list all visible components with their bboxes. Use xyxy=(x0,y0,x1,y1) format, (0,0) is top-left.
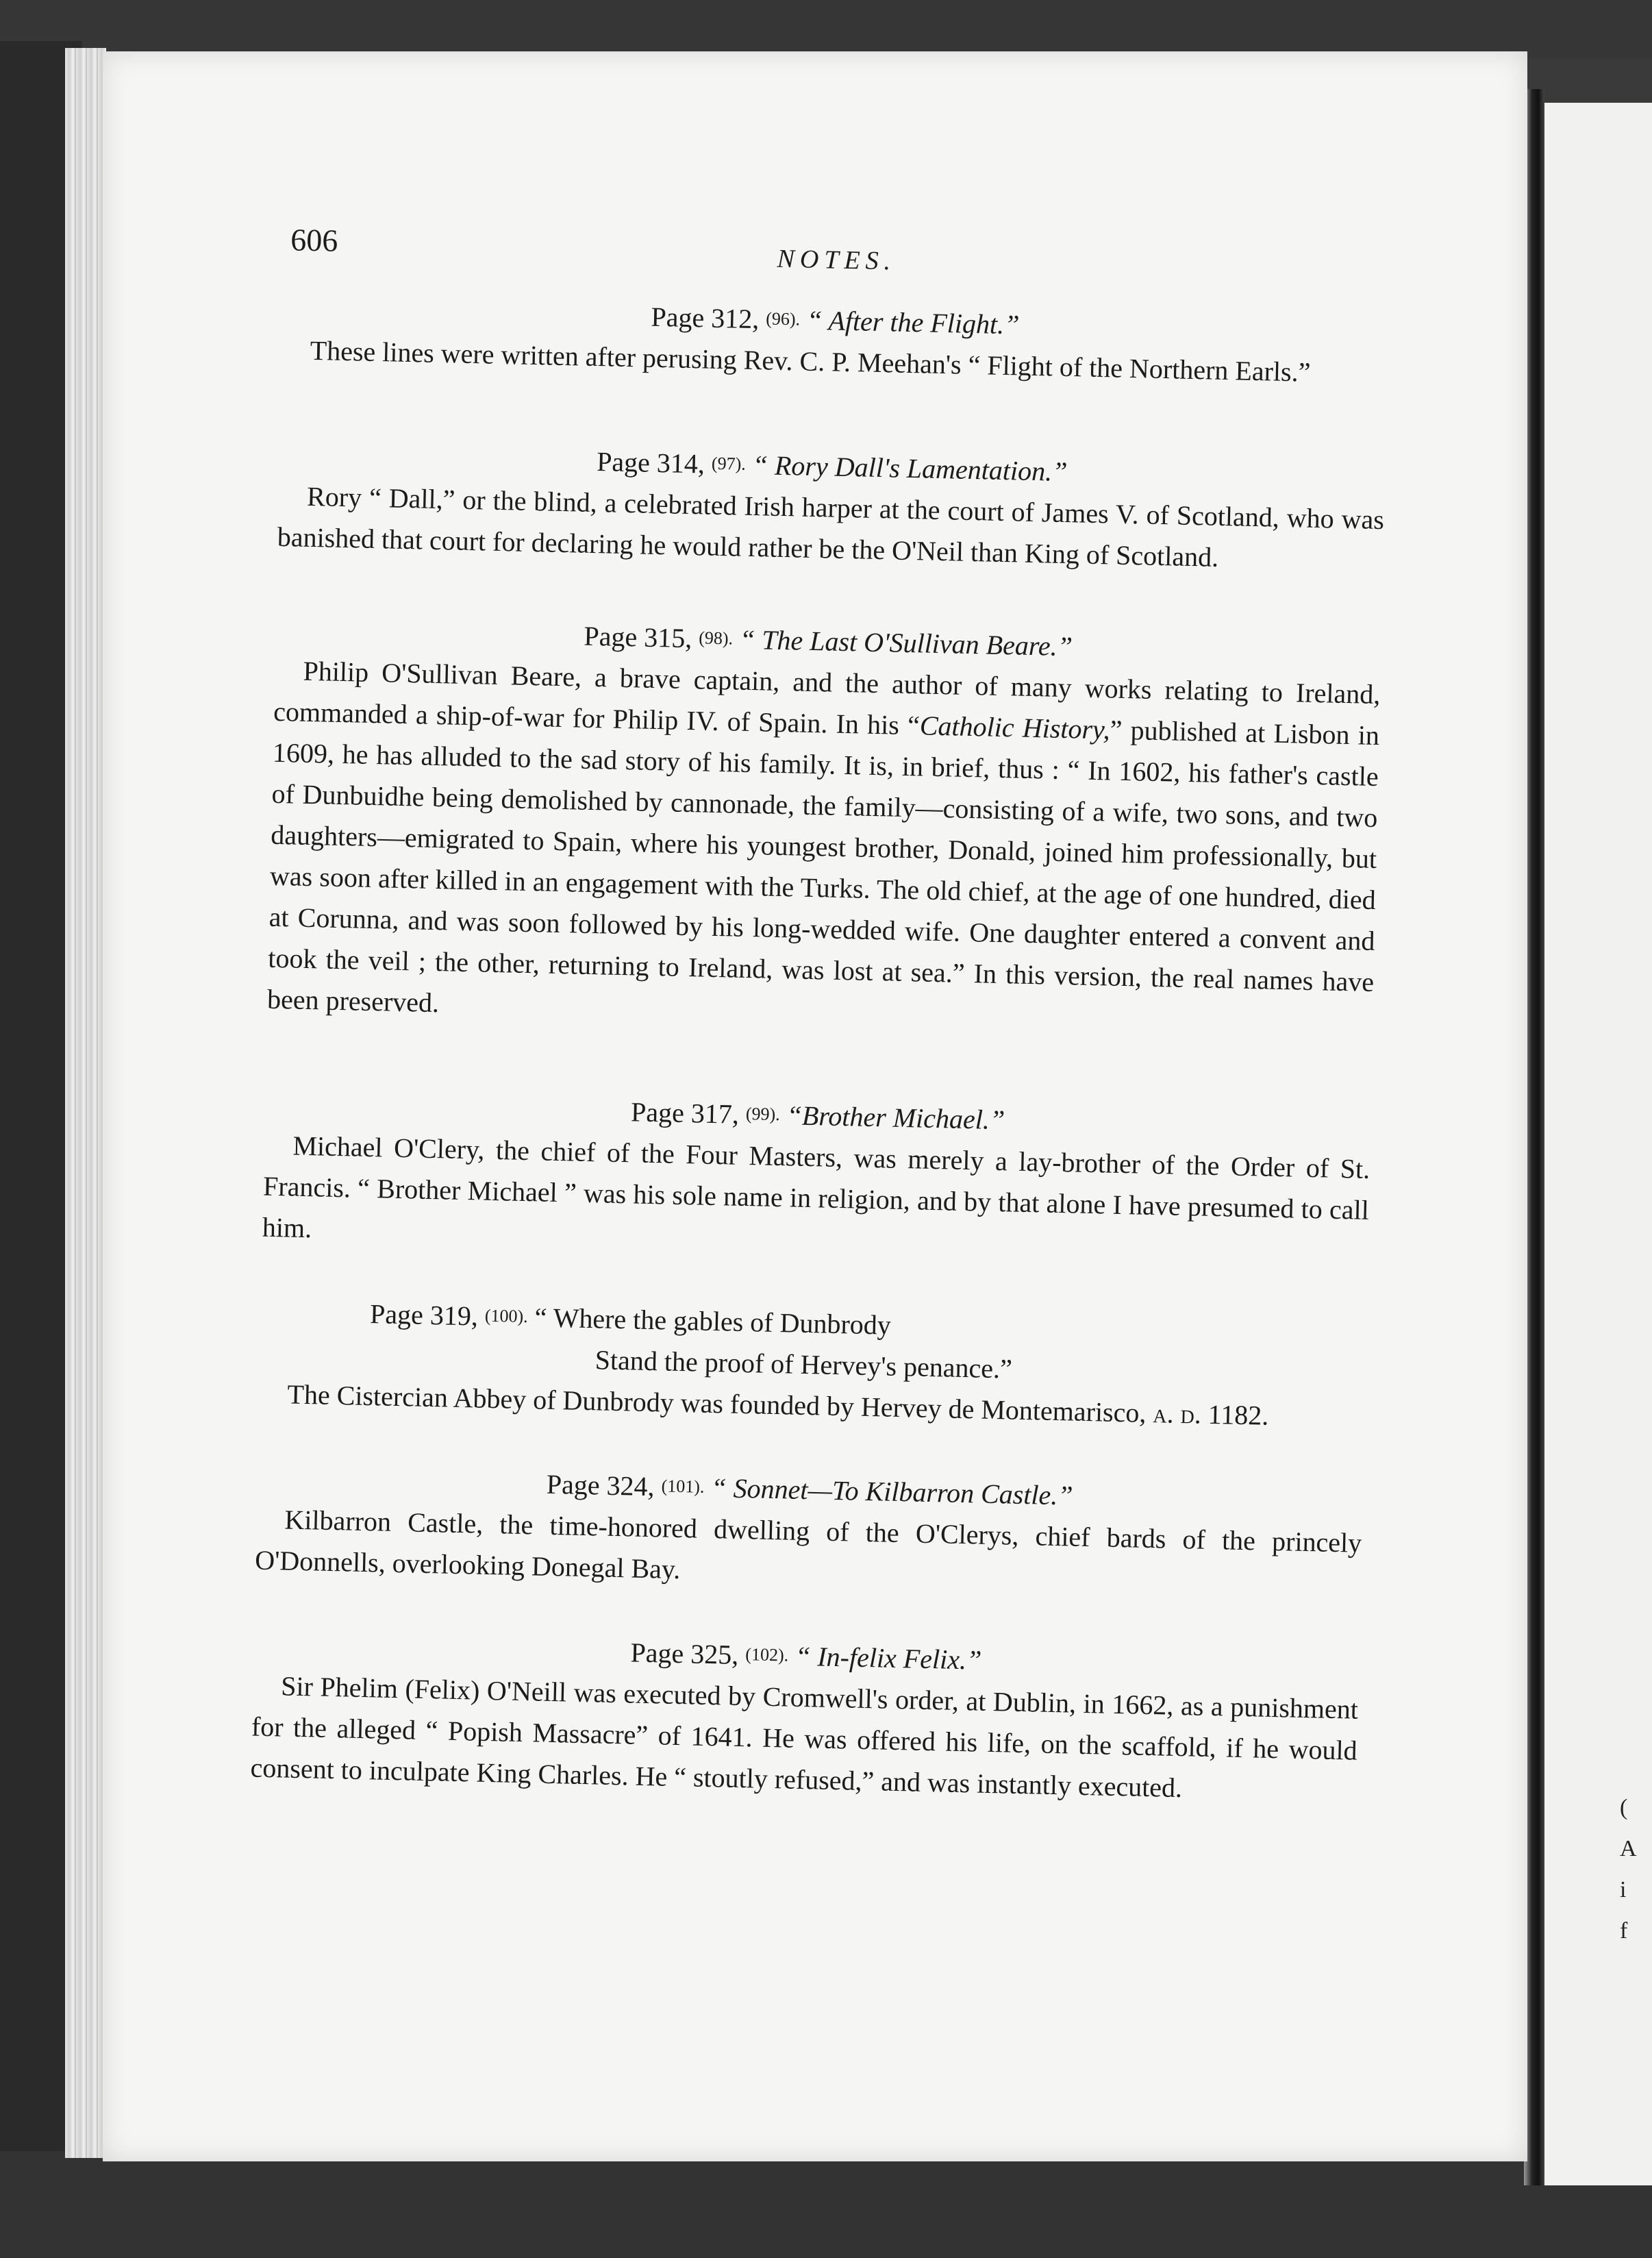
note-100 xyxy=(258,1291,1367,1439)
facing-page-char: f xyxy=(1620,1918,1628,1944)
note-page-ref: Page 317, xyxy=(630,1096,740,1130)
footnote-number: (100). xyxy=(484,1305,529,1327)
footnote-number: (98). xyxy=(698,628,734,649)
footnote-number: (101). xyxy=(661,1476,705,1497)
note-title: “ In-felix Felix.” xyxy=(794,1640,982,1676)
footnote-number: (99). xyxy=(745,1104,781,1125)
note-page-ref: Page 325, xyxy=(630,1637,739,1670)
note-body: Sir Phelim (Felix) O'Neill was executed by Cromwell's order, at Dublin, in 1662, as a punishment for the alleged “ Popish Massacre” of 1641. He was offered his life, on the scaffold, if he would consent to inculpate King Charles. He “ stoutly refused,” and was instantly executed. xyxy=(250,1670,1359,1804)
note-page-ref: Page 314, xyxy=(596,446,705,480)
note-body: Michael O'Clery, the chief of the Four Masters, was merely a lay-brother of the Order of St. Francis. “ Brother Michael ” was his sole name in religion, and by that alone I have presumed to call him. xyxy=(262,1130,1371,1244)
note-title: “ Rory Dall's Lamentation.” xyxy=(752,449,1068,488)
verse-line-1: “ Where the gables of Dunbrody xyxy=(534,1302,892,1341)
scanner-bottom-border xyxy=(0,2151,1652,2258)
note-page-ref: Page 315, xyxy=(584,620,692,654)
note-body: Rory “ Dall,” or the blind, a celebrated Irish harper at the court of James V. of Scotland, who was banished that court for declaring he would rather be the O'Neil than King of Scotland. xyxy=(277,480,1385,573)
facing-page-char: ( xyxy=(1620,1795,1628,1820)
note-102 xyxy=(250,1624,1360,1813)
page-text-block xyxy=(245,219,1390,2038)
footnote-number: (97). xyxy=(711,453,747,474)
note-page-ref: Page 324, xyxy=(546,1468,655,1502)
note-body-smallcaps: a. d. xyxy=(1152,1398,1202,1430)
note-97 xyxy=(277,434,1386,582)
note-title: “ The Last O'Sullivan Beare.” xyxy=(739,623,1073,662)
note-title: “ After the Flight.” xyxy=(806,304,1020,340)
facing-page-fragment xyxy=(1544,103,1652,2185)
footnote-number: (102). xyxy=(745,1644,789,1665)
note-body: These lines were written after perusing Rev. C. P. Meehan's “ Flight of the Northern Earls.” xyxy=(310,334,1311,388)
facing-page-char: i xyxy=(1620,1877,1627,1902)
note-body-text: Philip O'Sullivan Beare, a brave captain, and the author of many works relating to Ireland, commanded a ship-of-war for Philip IV. of Spain. In his “ xyxy=(273,655,1381,741)
page-header-title: NOTES. xyxy=(777,244,897,276)
note-page-ref: Page 319, xyxy=(369,1298,479,1332)
note-page-ref: Page 312, xyxy=(651,301,760,335)
note-body-italic: Catholic History, xyxy=(919,710,1111,745)
note-body-text: ” published at Lisbon in 1609, he has alluded to the sad story of his family. It is, in brief, thus : “ In 1602, his father's castle of Dunbuidhe being demolished by cannonade, the family—consisting of a wife, two sons, and two daughters—emigrated to Spain, where his youngest brother, Donald, joined him professionally, but was soon after killed in an engagement with the Turks. The old chief, at the age of one hundred, died at Corunna, and was soon followed by his long-wedded wife. One daughter entered a convent and took the veil ; the other, returning to Ireland, was lost at sea.” In this version, the real names have been preserved. xyxy=(266,714,1380,1019)
verse-line-2: Stand the proof of Hervey's penance.” xyxy=(595,1344,1013,1385)
note-title: “Brother Michael.” xyxy=(786,1100,1005,1136)
note-101 xyxy=(255,1457,1364,1605)
page-number: 606 xyxy=(290,222,338,258)
note-99 xyxy=(262,1083,1371,1272)
note-title: “ Sonnet—To Kilbarron Castle.” xyxy=(710,1472,1074,1511)
note-98 xyxy=(266,608,1381,1044)
note-body: Kilbarron Castle, the time-honored dwelling of the O'Clerys, chief bards of the princely O'Donnells, overlooking Donegal Bay. xyxy=(254,1504,1362,1585)
note-body-text: 1182. xyxy=(1201,1398,1269,1431)
page-edges xyxy=(65,48,106,2158)
footnote-number: (96). xyxy=(765,308,801,330)
facing-page-char: A xyxy=(1620,1836,1637,1861)
note-body xyxy=(266,650,1380,1044)
scanner-top-border xyxy=(0,0,1652,58)
note-body-text: The Cistercian Abbey of Dunbrody was founded by Hervey de Montemarisco, xyxy=(287,1378,1153,1429)
